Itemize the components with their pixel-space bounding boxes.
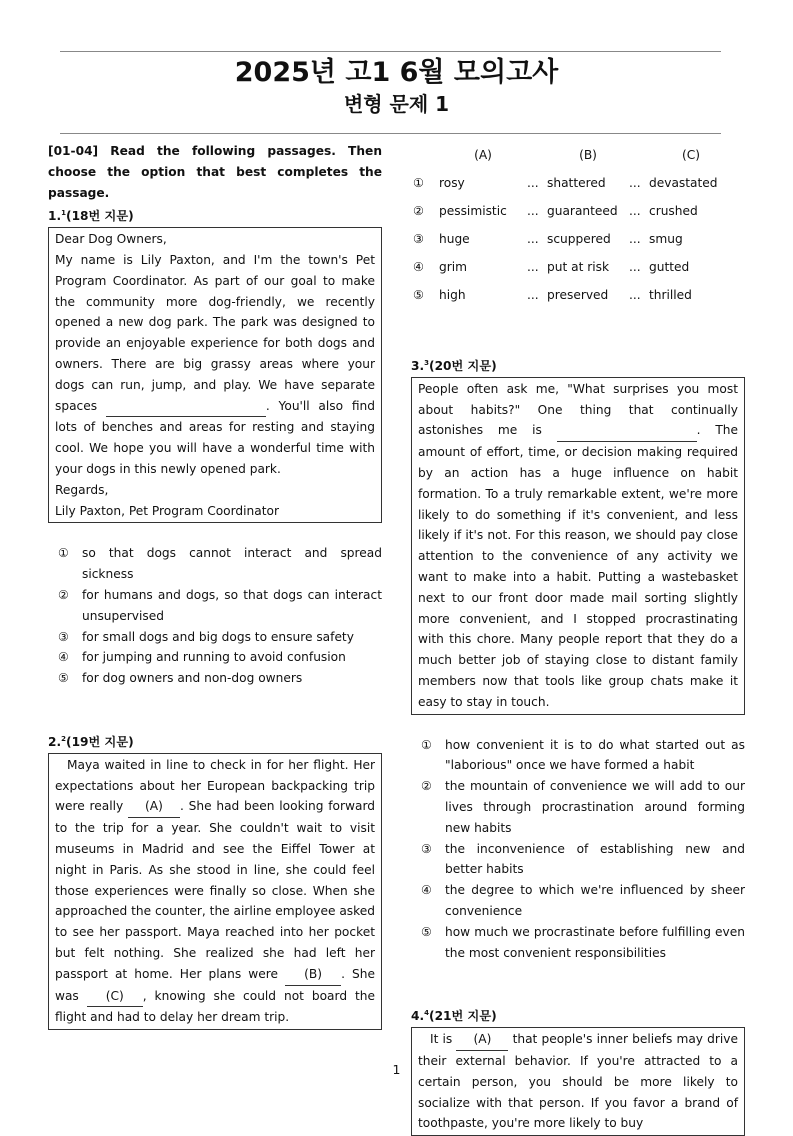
q2-text-1: Maya waited in line to check in for her flight. Her expectations about her European backpacking trip were really (55, 757, 375, 814)
option-a: grim (439, 259, 468, 274)
dots: ... (629, 259, 641, 274)
q1-closing: Regards, (55, 482, 109, 497)
option-number: ① (413, 175, 424, 190)
option-a: pessimistic (439, 203, 507, 218)
option-b: scuppered (547, 231, 611, 246)
q2-col-c-header: (C) (681, 147, 701, 162)
option-c: smug (649, 231, 683, 246)
q2-number: 2. (48, 735, 62, 750)
q2-table-header (413, 141, 733, 169)
top-rule (60, 51, 721, 52)
page-number: 1 (392, 1062, 401, 1077)
dots: ... (629, 203, 641, 218)
q1-signature: Lily Paxton, Pet Program Coordinator (55, 503, 279, 518)
q2-source: (19번 지문) (66, 735, 134, 750)
q1-options (48, 543, 382, 689)
q2-col-a-header: (A) (474, 147, 492, 162)
q2-blank-a: (A) (128, 796, 180, 818)
dots: ... (527, 259, 539, 274)
q3-footnote-marker: 3 (424, 359, 429, 367)
option-number: ③ (58, 629, 69, 644)
q4-number: 4. (411, 1009, 425, 1024)
right-column (411, 141, 745, 1136)
q3-option-3[interactable] (421, 839, 745, 881)
left-column (48, 141, 382, 1030)
q1-option-2[interactable] (58, 585, 382, 627)
q3-heading (411, 353, 745, 377)
option-c: gutted (649, 259, 690, 274)
option-text: how convenient it is to do what started out as "laborious" once we have formed a habit (445, 737, 745, 773)
option-number: ③ (413, 231, 424, 246)
option-b: put at risk (547, 259, 610, 274)
q2-option-1[interactable] (413, 169, 733, 197)
q2-option-2[interactable] (413, 197, 733, 225)
q2-blank-c: (C) (87, 986, 143, 1008)
q1-passage-box (48, 227, 382, 523)
dots: ... (629, 175, 641, 190)
option-number: ④ (421, 883, 432, 898)
q2-option-4[interactable] (413, 253, 733, 281)
q1-footnote-marker: 1 (61, 209, 66, 218)
q2-col-b-header: (B) (579, 147, 597, 162)
q3-blank (557, 420, 697, 442)
q2-option-5[interactable] (413, 281, 733, 309)
q1-salutation: Dear Dog Owners, (55, 232, 167, 247)
q2-text-3: . She was (55, 966, 375, 1003)
option-number: ① (58, 546, 69, 561)
option-a: huge (439, 231, 470, 246)
dots: ... (629, 231, 641, 246)
dots: ... (527, 231, 539, 246)
q2-option-3[interactable] (413, 225, 733, 253)
dots: ... (629, 287, 641, 302)
option-a: rosy (439, 175, 465, 190)
q1-heading (48, 203, 382, 227)
option-b: guaranteed (547, 203, 618, 218)
option-number: ④ (58, 650, 69, 665)
q3-option-1[interactable] (421, 735, 745, 777)
option-number: ① (421, 737, 432, 752)
option-number: ⑤ (413, 287, 424, 302)
q1-body-text-2: . You'll also find lots of benches and areas for resting and staying cool. We hope you will have a wonderful time with your dogs in this newly opened park. (55, 398, 376, 477)
q4-source: (21번 지문) (429, 1009, 497, 1024)
option-number: ② (421, 779, 432, 794)
option-text: for dog owners and non-dog owners (82, 671, 303, 686)
option-c: devastated (649, 175, 718, 190)
q1-number: 1. (48, 209, 62, 224)
q3-options (411, 735, 745, 964)
option-number: ⑤ (421, 924, 432, 939)
header-bottom-rule (60, 133, 721, 134)
option-text: the inconvenience of establishing new and better habits (445, 841, 745, 877)
option-text: for humans and dogs, so that dogs can interact unsupervised (82, 588, 382, 623)
q3-option-2[interactable] (421, 776, 745, 838)
option-b: preserved (547, 287, 609, 302)
dots: ... (527, 287, 539, 302)
option-number: ② (58, 588, 69, 602)
q2-answer-table (413, 141, 733, 309)
option-text: so that dogs cannot interact and spread sickness (82, 546, 382, 582)
option-number: ② (413, 203, 424, 218)
q3-option-5[interactable] (421, 922, 745, 964)
option-c: thrilled (649, 287, 692, 302)
q2-text-4: , knowing she could not board the flight and had to delay her dream trip. (55, 988, 375, 1025)
q2-passage-box (48, 753, 382, 1030)
q1-option-5[interactable] (58, 668, 382, 689)
option-c: crushed (649, 203, 698, 218)
q4-text-2: that people's inner beliefs may drive their external behavior. If you're attracted to a certain person, you should be more likely to socialize with that person. If you favor a brand of toothpaste, you're more likely to buy (418, 1032, 738, 1131)
q1-option-3[interactable] (58, 627, 382, 648)
option-text: the degree to which we're influenced by sheer convenience (445, 883, 745, 918)
q1-blank (106, 396, 266, 418)
q3-number: 3. (411, 359, 425, 374)
q3-option-4[interactable] (421, 880, 745, 922)
q2-text-2: . She had been looking forward to the trip for a year. She couldn't wait to visit museums in Madrid and see the Eiffel Tower at night in Paris. As she stood in line, she could feel those experiences were finally so close. When she approached the counter, the airline employee asked to see her passport. Maya reached into her pocket but felt nothing. She realized she had left her passport at home. Her plans were (55, 799, 375, 981)
dots: ... (527, 175, 539, 190)
instructions: [01-04] Read the following passages. Then choose the option that best completes the passage. (48, 144, 382, 200)
q1-option-1[interactable] (58, 543, 382, 585)
q4-footnote-marker: 4 (424, 1009, 429, 1018)
q4-text-1: It is (430, 1032, 453, 1047)
q4-blank-a: (A) (456, 1029, 508, 1051)
q1-body-text-1: My name is Lily Paxton, and I'm the town's Pet Program Coordinator. As part of our goal to make the community more dog-friendly, we recently opened a new dog park. The park was designed to provide an enjoyable experience for both dogs and owners. There are big grassy areas where your dogs can run, jump, and play. We have separate spaces (55, 253, 375, 413)
q4-passage-box (411, 1027, 745, 1136)
q1-source: (18번 지문) (66, 209, 134, 224)
q1-option-4[interactable] (58, 647, 382, 668)
option-a: high (439, 287, 466, 302)
option-number: ③ (421, 841, 432, 856)
option-text: how much we procrastinate before fulfilling even the most convenient responsibilities (445, 924, 745, 960)
option-text: for jumping and running to avoid confusion (82, 650, 346, 665)
q3-source: (20번 지문) (429, 359, 497, 374)
q1-body (55, 250, 375, 480)
option-text: for small dogs and big dogs to ensure safety (82, 629, 354, 644)
option-b: shattered (547, 175, 606, 190)
option-text: the mountain of convenience we will add to our lives through procrastination around forming new habits (445, 779, 745, 835)
q3-text-1: People often ask me, "What surprises you most about habits?" One thing that continually astonishes me is (418, 381, 738, 438)
q2-heading (48, 729, 382, 753)
q4-heading (411, 1003, 745, 1027)
dots: ... (527, 203, 539, 218)
page-subtitle: 변형 문제 1 (343, 92, 450, 116)
option-number: ⑤ (58, 671, 69, 686)
q2-blank-b: (B) (285, 964, 341, 986)
q2-footnote-marker: 2 (61, 734, 66, 743)
option-number: ④ (413, 259, 424, 274)
q3-text-2: . The amount of effort, time, or decision making required by an action has a huge influence on habit formation. To a truly remarkable extent, we're more likely to do something if it's convenient, and less likely if it's not. For this reason, we should pay close attention to the convenience of any activity we want to make into a habit. Putting a wastebasket next to our front door made mail sorting slightly more convenient, and I stopped procrastinating with this chore. Many people report that they do a much better job of staying close to distant family members now that tools like group chats make it easy to stay in touch. (418, 423, 738, 709)
q3-passage-box (411, 377, 745, 715)
page-title: 2025년 고1 6월 모의고사 (234, 57, 559, 88)
